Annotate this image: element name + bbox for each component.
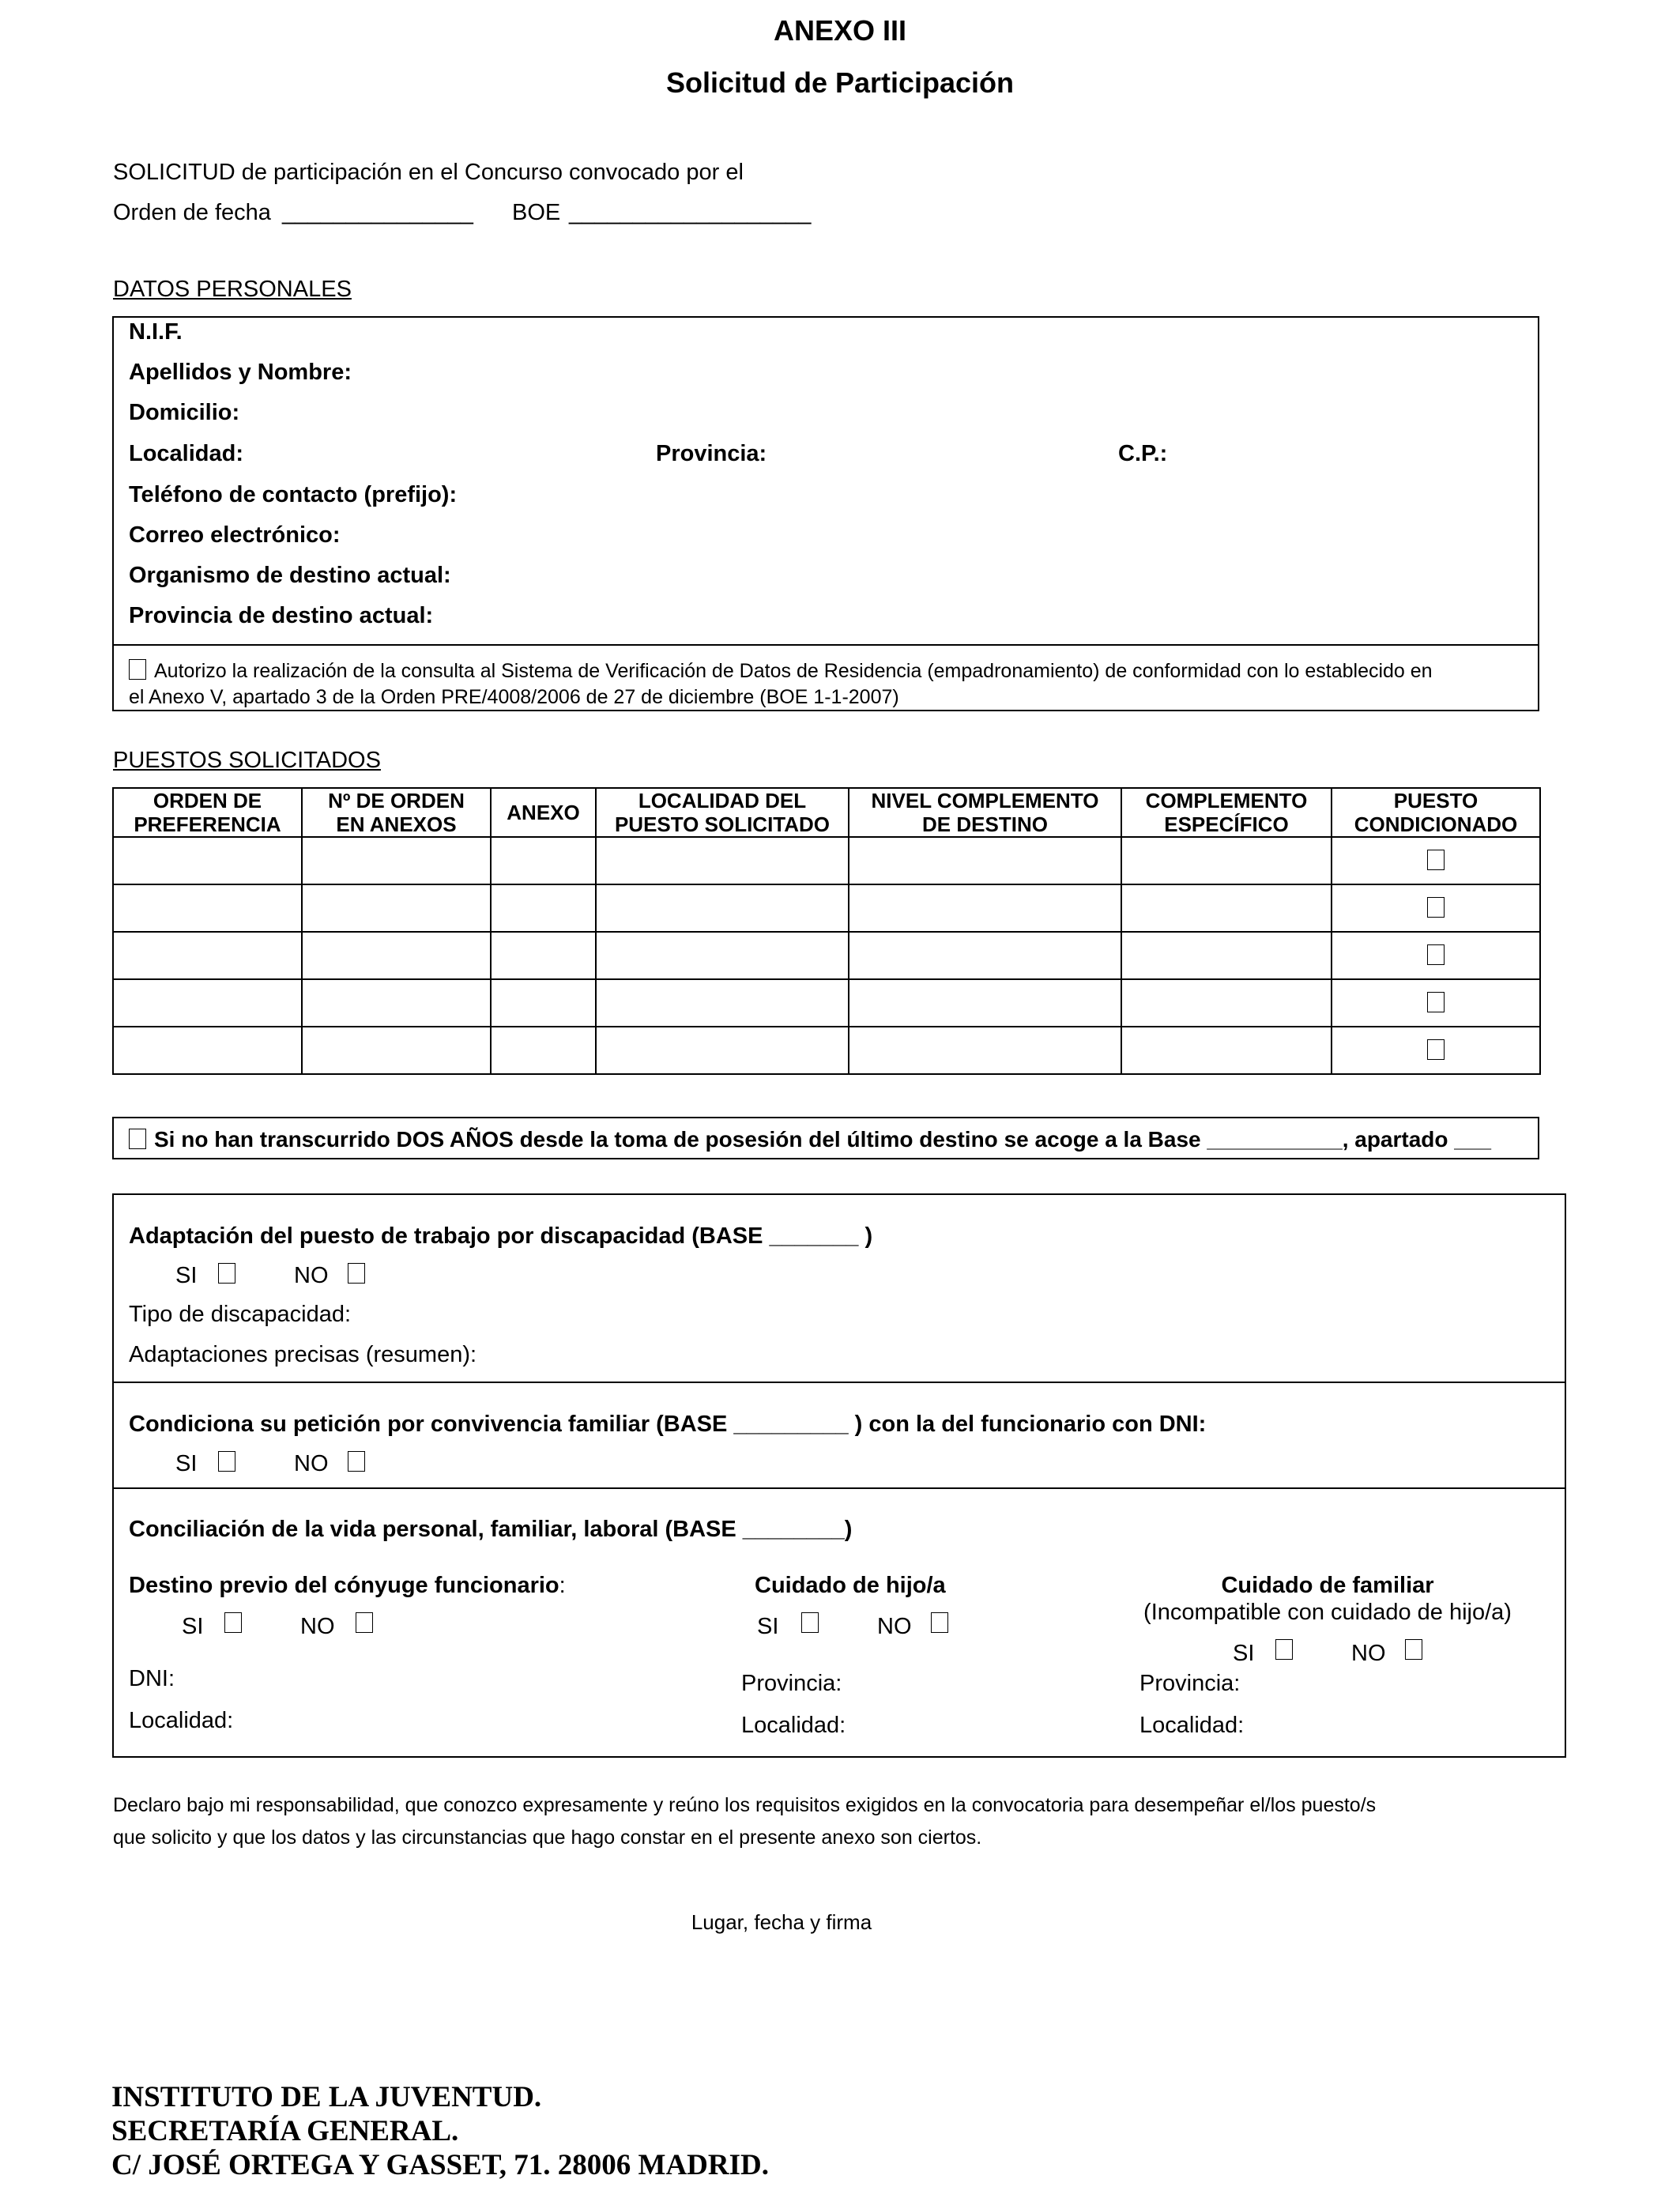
familiar-no[interactable]: NO xyxy=(1351,1641,1386,1666)
hijo-si-checkbox[interactable] xyxy=(801,1612,819,1633)
telefono-field[interactable]: Teléfono de contacto (prefijo): xyxy=(129,482,458,507)
hijo-localidad-field[interactable]: Localidad: xyxy=(741,1713,846,1738)
convivencia-title: Condiciona su petición por convivencia familiar (BASE _________ ) con la del funcionario con DNI: xyxy=(129,1412,1207,1437)
hijo-si[interactable]: SI xyxy=(757,1614,779,1639)
correo-field[interactable]: Correo electrónico: xyxy=(129,522,341,548)
conyuge-dni-field[interactable]: DNI: xyxy=(129,1666,175,1691)
autorizo-checkbox[interactable] xyxy=(129,659,146,680)
adaptacion-si-checkbox[interactable] xyxy=(218,1263,235,1284)
familiar-si[interactable]: SI xyxy=(1233,1641,1255,1666)
conyuge-si[interactable]: SI xyxy=(182,1614,204,1639)
table-row xyxy=(113,1027,1540,1074)
convivencia-si-checkbox[interactable] xyxy=(218,1451,235,1472)
page-title: Solicitud de Participación xyxy=(665,66,1015,99)
autorizo-line1[interactable] xyxy=(129,659,1433,683)
conyuge-localidad-field[interactable]: Localidad: xyxy=(129,1708,234,1733)
intro-line: SOLICITUD de participación en el Concurso convocado por el xyxy=(113,160,744,185)
column-header: NIVEL COMPLEMENTO DE DESTINO xyxy=(849,788,1121,837)
conyuge-no[interactable]: NO xyxy=(300,1614,335,1639)
hijo-no[interactable]: NO xyxy=(877,1614,912,1639)
familiar-title: Cuidado de familiar xyxy=(1221,1573,1434,1598)
hijo-provincia-field[interactable]: Provincia: xyxy=(741,1671,842,1696)
orden-fecha-field[interactable]: _______________ xyxy=(282,200,473,225)
condicionado-checkbox[interactable] xyxy=(1427,944,1445,965)
autorizo-line2: el Anexo V, apartado 3 de la Orden PRE/4008/2006 de 27 de diciembre (BOE 1-1-2007) xyxy=(129,686,899,708)
divider xyxy=(112,1382,1566,1383)
column-header: PUESTO CONDICIONADO xyxy=(1332,788,1540,837)
familiar-localidad-field[interactable]: Localidad: xyxy=(1139,1713,1245,1738)
dos-anos-line[interactable]: Si no han transcurrido DOS AÑOS desde la toma de posesión del último destino se acoge a la Base ___________, apartado ___ xyxy=(129,1127,1491,1152)
domicilio-field[interactable]: Domicilio: xyxy=(129,400,240,425)
familiar-no-checkbox[interactable] xyxy=(1405,1639,1422,1660)
convivencia-si[interactable]: SI xyxy=(175,1451,198,1476)
column-header: COMPLEMENTO ESPECÍFICO xyxy=(1121,788,1332,837)
adaptaciones-field[interactable]: Adaptaciones precisas (resumen): xyxy=(129,1342,477,1367)
adaptacion-title: Adaptación del puesto de trabajo por discapacidad (BASE _______ ) xyxy=(129,1223,873,1249)
table-row xyxy=(113,837,1540,884)
footer-address: C/ JOSÉ ORTEGA Y GASSET, 71. 28006 MADRID. xyxy=(111,2149,769,2181)
footer-department: SECRETARÍA GENERAL. xyxy=(111,2115,459,2147)
familiar-provincia-field[interactable]: Provincia: xyxy=(1139,1671,1241,1696)
table-row xyxy=(113,884,1540,932)
provincia-destino-field[interactable]: Provincia de destino actual: xyxy=(129,603,434,628)
divider xyxy=(112,1487,1566,1489)
tipo-discapacidad-field[interactable]: Tipo de discapacidad: xyxy=(129,1302,352,1327)
condicionado-checkbox[interactable] xyxy=(1427,992,1445,1012)
annex-title: ANEXO III xyxy=(773,14,907,47)
convivencia-no-checkbox[interactable] xyxy=(348,1451,365,1472)
boe-field[interactable]: ___________________ xyxy=(569,200,812,225)
puestos-table xyxy=(112,787,1541,1075)
adaptacion-no-checkbox[interactable] xyxy=(348,1263,365,1284)
organismo-field[interactable]: Organismo de destino actual: xyxy=(129,563,451,588)
conyuge-title: Destino previo del cónyuge funcionario: xyxy=(129,1573,566,1598)
condicionado-checkbox[interactable] xyxy=(1427,897,1445,918)
nif-field[interactable]: N.I.F. xyxy=(129,319,183,345)
autorizo-text: Autorizo la realización de la consulta al Sistema de Verificación de Datos de Residencia (empadronamiento) de conformidad con lo establecido en xyxy=(154,660,1433,682)
hijo-title: Cuidado de hijo/a xyxy=(755,1573,946,1598)
cp-field[interactable]: C.P.: xyxy=(1118,441,1168,466)
conyuge-si-checkbox[interactable] xyxy=(224,1612,242,1633)
column-header: LOCALIDAD DEL PUESTO SOLICITADO xyxy=(596,788,849,837)
adaptacion-si[interactable]: SI xyxy=(175,1263,198,1288)
declaracion-line1: Declaro bajo mi responsabilidad, que conozco expresamente y reúno los requisitos exigidos en la convocatoria para desempeñar el/los puesto/s xyxy=(113,1794,1377,1816)
table-row xyxy=(113,932,1540,979)
localidad-field[interactable]: Localidad: xyxy=(129,441,244,466)
datos-personales-heading: DATOS PERSONALES xyxy=(113,277,352,302)
footer-institution: INSTITUTO DE LA JUVENTUD. xyxy=(111,2081,542,2113)
table-row xyxy=(113,979,1540,1027)
conciliacion-title: Conciliación de la vida personal, familiar, laboral (BASE ________) xyxy=(129,1517,853,1542)
firma-label: Lugar, fecha y firma xyxy=(691,1910,872,1934)
dos-anos-checkbox[interactable] xyxy=(129,1129,146,1149)
provincia-field[interactable]: Provincia: xyxy=(656,441,767,466)
condicionado-checkbox[interactable] xyxy=(1427,1039,1445,1060)
apellidos-field[interactable]: Apellidos y Nombre: xyxy=(129,360,352,385)
hijo-no-checkbox[interactable] xyxy=(931,1612,948,1633)
familiar-si-checkbox[interactable] xyxy=(1275,1639,1293,1660)
conyuge-no-checkbox[interactable] xyxy=(356,1612,373,1633)
familiar-note: (Incompatible con cuidado de hijo/a) xyxy=(1143,1600,1512,1625)
adaptacion-no[interactable]: NO xyxy=(294,1263,329,1288)
column-header: ORDEN DE PREFERENCIA xyxy=(113,788,302,837)
condicionado-checkbox[interactable] xyxy=(1427,850,1445,870)
declaracion-line2: que solicito y que los datos y las circunstancias que hago constar en el presente anexo son ciertos. xyxy=(113,1826,982,1849)
column-header: Nº DE ORDEN EN ANEXOS xyxy=(302,788,491,837)
column-header: ANEXO xyxy=(491,788,596,837)
convivencia-no[interactable]: NO xyxy=(294,1451,329,1476)
boe-label: BOE xyxy=(512,200,561,225)
divider xyxy=(112,644,1539,646)
orden-fecha-label: Orden de fecha xyxy=(113,200,271,225)
puestos-heading: PUESTOS SOLICITADOS xyxy=(113,748,381,773)
